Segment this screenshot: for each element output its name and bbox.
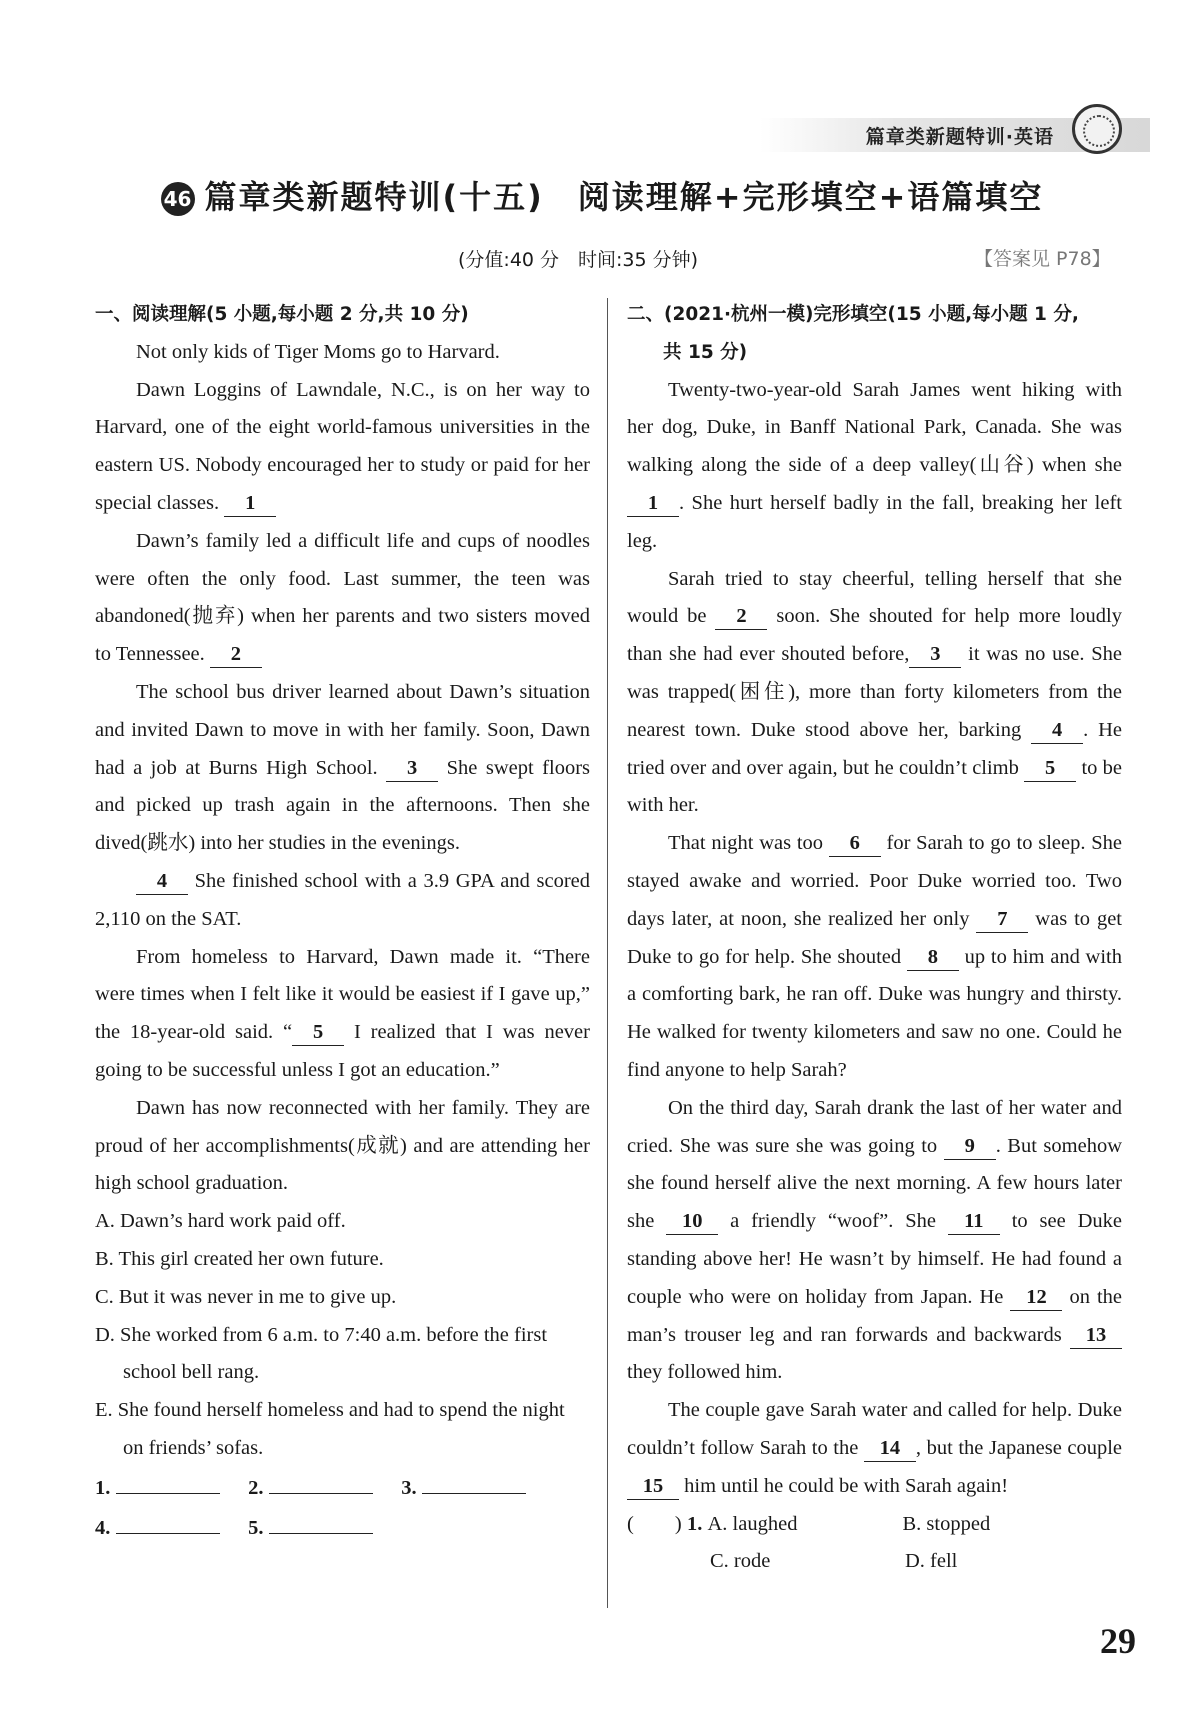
cloze-paragraph: The couple gave Sarah water and called for help. Duke couldn’t follow Sarah to the 14 , but the Japanese couple 15 him until he could be with Sarah again! <box>627 1392 1122 1505</box>
cloze-paragraph: On the third day, Sarah drank the last of her water and cried. She was sure she was going to 9 . But somehow she found herself alive the next morning. A few hours later she 10 a friendly “woof”. She 11 to see Duke standing above her! He wasn’t by himself. He had found a couple who were on holiday from Japan. He 12 on the man’s trouser leg and ran forwards and backwards 13 they followed him. <box>627 1096 1123 1384</box>
question-row: ( ) 1. A. laughed B. stopped <box>627 1506 1122 1544</box>
answer-line[interactable] <box>422 1473 526 1494</box>
header-text: 篇章类新题特训·英语 <box>865 126 1054 148</box>
answer-reference: 【答案见 P78】 <box>974 248 1111 270</box>
cloze-paragraph: Sarah tried to stay cheerful, telling herself that she would be 2 soon. She shouted for help more loudly than she had ever shouted before, 3 it was no use. She was trapped(困住), more than forty kilometers from the nearest town. Duke stood above her, barking 4 . He tried over and over again, but he couldn’t climb 5 to be with her. <box>627 567 1123 817</box>
option-b: B. stopped <box>902 1512 991 1535</box>
cloze-paragraph: That night was too 6 for Sarah to go to sleep. She stayed awake and worried. Poor Duke worried too. Two days later, at noon, she realized her only 7 was to get Duke to go for help. She shouted 8 up to him and with a comforting bark, he ran off. Duke was hungry and thirsty. He walked for twenty kilometers and saw no one. Could he find anyone to help Sarah? <box>627 832 1123 1081</box>
option-item: D. She worked from 6 a.m. to 7:40 a.m. before the first school bell rang. <box>95 1323 548 1384</box>
reading-paragraph: Dawn Loggins of Lawndale, N.C., is on her way to Harvard, one of the eight world-famous universities in the eastern US. Nobody encouraged her to study or paid for her special classes. 1 <box>95 372 590 523</box>
cloze-paragraph: Twenty-two-year-old Sarah James went hiking with her dog, Duke, in Banff National Park, Canada. She was walking along the side of a deep valley(山谷) when she 1 . She hurt herself badly in the fall, breaking her left leg. <box>627 378 1122 552</box>
cloze-blank[interactable]: 7 <box>976 906 1028 933</box>
column-divider <box>607 298 608 1608</box>
cloze-blank[interactable]: 3 <box>909 641 961 668</box>
answer-blank[interactable]: 1 <box>224 490 276 517</box>
answer-blank[interactable]: 2 <box>210 641 262 668</box>
option-a: A. laughed <box>707 1512 798 1535</box>
answer-row: 1. 2. 3. <box>95 1470 590 1508</box>
option-c: C. rode <box>710 1550 771 1573</box>
cloze-heading: 二、(2021·杭州一模)完形填空(15 小题,每小题 1 分, <box>627 304 1079 325</box>
cloze-blank[interactable]: 11 <box>948 1208 1000 1235</box>
score-time-info: (分值:40 分 时间:35 分钟) <box>458 249 699 271</box>
cloze-blank[interactable]: 9 <box>944 1133 996 1160</box>
option-item: E. She found herself homeless and had to spend the night on friends’ sofas. <box>95 1399 565 1459</box>
cloze-blank[interactable]: 14 <box>864 1435 916 1462</box>
cloze-section <box>627 296 1122 1581</box>
cloze-blank[interactable]: 8 <box>907 944 959 971</box>
cloze-blank[interactable]: 10 <box>666 1208 718 1235</box>
answer-blank[interactable]: 5 <box>292 1019 344 1046</box>
cloze-blank[interactable]: 15 <box>627 1473 679 1500</box>
page-number: 29 <box>1100 1621 1136 1661</box>
answer-line[interactable] <box>269 1473 373 1494</box>
cloze-blank[interactable]: 4 <box>1031 717 1083 744</box>
answer-blank[interactable]: 4 <box>136 868 188 895</box>
answer-bracket[interactable]: ( ) <box>627 1512 682 1535</box>
answer-row: 4. 5. <box>95 1510 590 1548</box>
reading-section <box>95 296 590 1547</box>
title-text: 篇章类新题特训(十五) 阅读理解+完形填空+语篇填空 <box>204 178 1044 216</box>
answer-line[interactable] <box>116 1473 220 1494</box>
cloze-blank[interactable]: 1 <box>627 490 679 517</box>
reading-paragraph: The school bus driver learned about Dawn’s situation and invited Dawn to move in with her family. Soon, Dawn had a job at Burns High School. 3 She swept floors and picked up trash again in the afternoons. Then she dived(跳水) into her studies in the evenings. <box>95 680 590 855</box>
reading-paragraph: 4 She finished school with a 3.9 GPA and scored 2,110 on the SAT. <box>95 869 590 930</box>
question-row <box>627 1543 1122 1581</box>
answer-line[interactable] <box>116 1513 220 1534</box>
cloze-blank[interactable]: 12 <box>1010 1284 1062 1311</box>
publisher-seal-icon <box>1072 104 1122 154</box>
answer-blank[interactable]: 3 <box>386 755 438 782</box>
cloze-blank[interactable]: 13 <box>1070 1322 1122 1349</box>
title-number-badge: 46 <box>161 182 195 216</box>
cloze-blank[interactable]: 2 <box>715 603 767 630</box>
option-item: A. Dawn’s hard work paid off. <box>95 1210 346 1233</box>
reading-paragraph: From homeless to Harvard, Dawn made it. “There were times when I felt like it would be easiest if I gave up,” the 18-year-old said. “ 5 I realized that I was never going to be successful unless I got an education.” <box>95 945 590 1081</box>
cloze-heading-cont: 共 15 分) <box>663 341 748 363</box>
page-title <box>0 172 1204 218</box>
option-d: D. fell <box>905 1550 958 1573</box>
reading-paragraph: Not only kids of Tiger Moms go to Harvard. <box>136 340 500 363</box>
reading-paragraph: Dawn’s family led a difficult life and cups of noodles were often the only food. Last summer, the teen was abandoned(抛弃) when her parents and two sisters moved to Tennessee. 2 <box>95 523 590 674</box>
cloze-blank[interactable]: 5 <box>1024 755 1076 782</box>
reading-paragraph: Dawn has now reconnected with her family. They are proud of her accomplishments(成就) and are attending her high school graduation. <box>95 1096 590 1195</box>
option-item: B. This girl created her own future. <box>95 1247 384 1270</box>
cloze-blank[interactable]: 6 <box>829 830 881 857</box>
option-item: C. But it was never in me to give up. <box>95 1285 397 1308</box>
answer-line[interactable] <box>269 1513 373 1534</box>
reading-heading: 一、阅读理解(5 小题,每小题 2 分,共 10 分) <box>95 304 469 325</box>
